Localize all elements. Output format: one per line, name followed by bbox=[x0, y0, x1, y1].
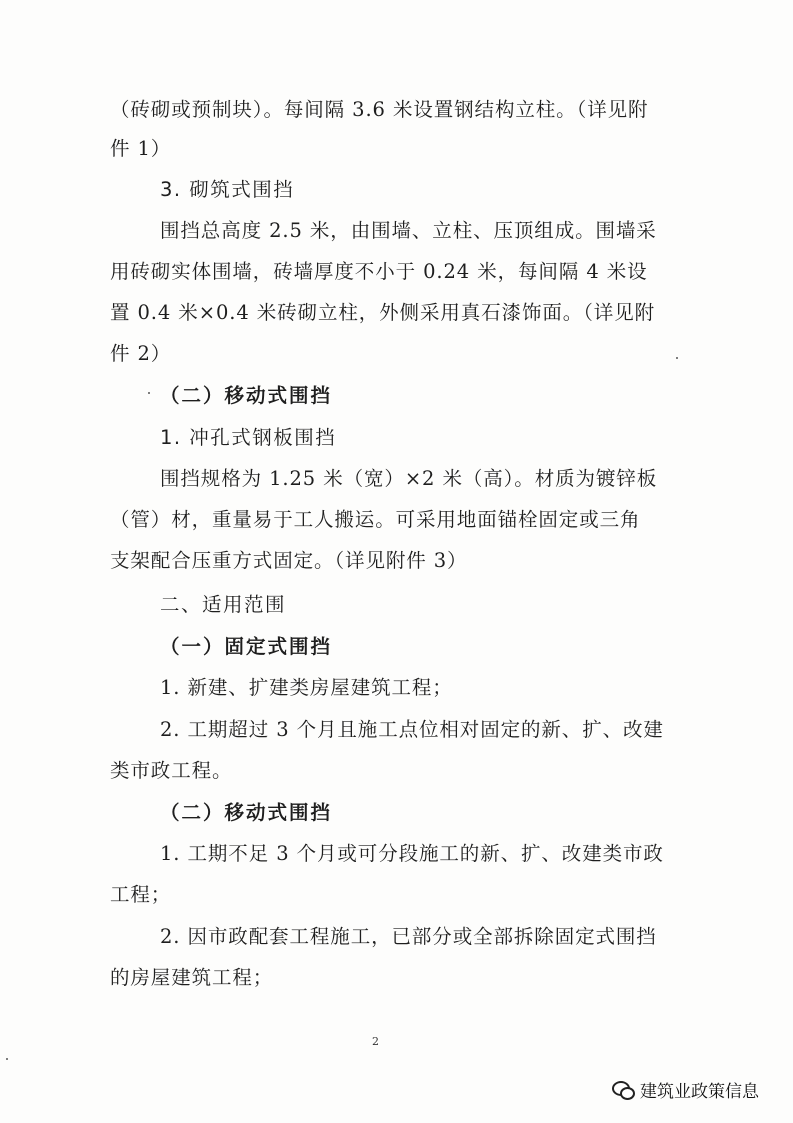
body-line: 围挡总高度 2.5 米，由围墙、立柱、压顶组成。围墙采 bbox=[160, 219, 657, 242]
section-heading: （二）移动式围挡 bbox=[160, 801, 333, 824]
body-line: 支架配合压重方式固定。（详见附件 3） bbox=[110, 549, 468, 572]
subheading: 3. 砌筑式围挡 bbox=[160, 178, 295, 201]
body-line: 2. 工期超过 3 个月且施工点位相对固定的新、扩、改建 bbox=[160, 718, 664, 741]
chapter-heading: 二、适用范围 bbox=[160, 593, 287, 616]
body-line: （砖砌或预制块）。每间隔 3.6 米设置钢结构立柱。（详见附 bbox=[110, 98, 649, 121]
section-heading: （一）固定式围挡 bbox=[160, 635, 333, 658]
body-line: 件 1） bbox=[110, 137, 172, 160]
scan-speck bbox=[148, 392, 150, 394]
body-line: 2. 因市政配套工程施工，已部分或全部拆除固定式围挡 bbox=[160, 925, 657, 948]
scan-speck bbox=[676, 357, 678, 359]
body-line: 围挡规格为 1.25 米（宽）×2 米（高）。材质为镀锌板 bbox=[160, 467, 658, 490]
subheading: 1. 冲孔式钢板围挡 bbox=[160, 426, 337, 449]
body-line: 用砖砌实体围墙，砖墙厚度不小于 0.24 米，每间隔 4 米设 bbox=[110, 260, 648, 283]
body-line: （管）材，重量易于工人搬运。可采用地面锚栓固定或三角 bbox=[110, 508, 641, 531]
body-line: 的房屋建筑工程； bbox=[110, 966, 274, 989]
body-line: 置 0.4 米×0.4 米砖砌立柱，外侧采用真石漆饰面。（详见附 bbox=[110, 301, 656, 324]
body-line: 1. 新建、扩建类房屋建筑工程； bbox=[160, 676, 453, 699]
watermark-text: 建筑业政策信息 bbox=[640, 1081, 759, 1102]
body-line: 件 2） bbox=[110, 342, 172, 365]
scan-speck bbox=[6, 1058, 8, 1060]
wechat-icon bbox=[612, 1079, 634, 1099]
body-line: 1. 工期不足 3 个月或可分段施工的新、扩、改建类市政 bbox=[160, 842, 664, 865]
body-line: 类市政工程。 bbox=[110, 759, 233, 782]
watermark bbox=[612, 1075, 759, 1103]
section-heading: （二）移动式围挡 bbox=[160, 384, 333, 407]
body-line: 工程； bbox=[110, 883, 172, 906]
page-number: 2 bbox=[372, 1035, 379, 1048]
